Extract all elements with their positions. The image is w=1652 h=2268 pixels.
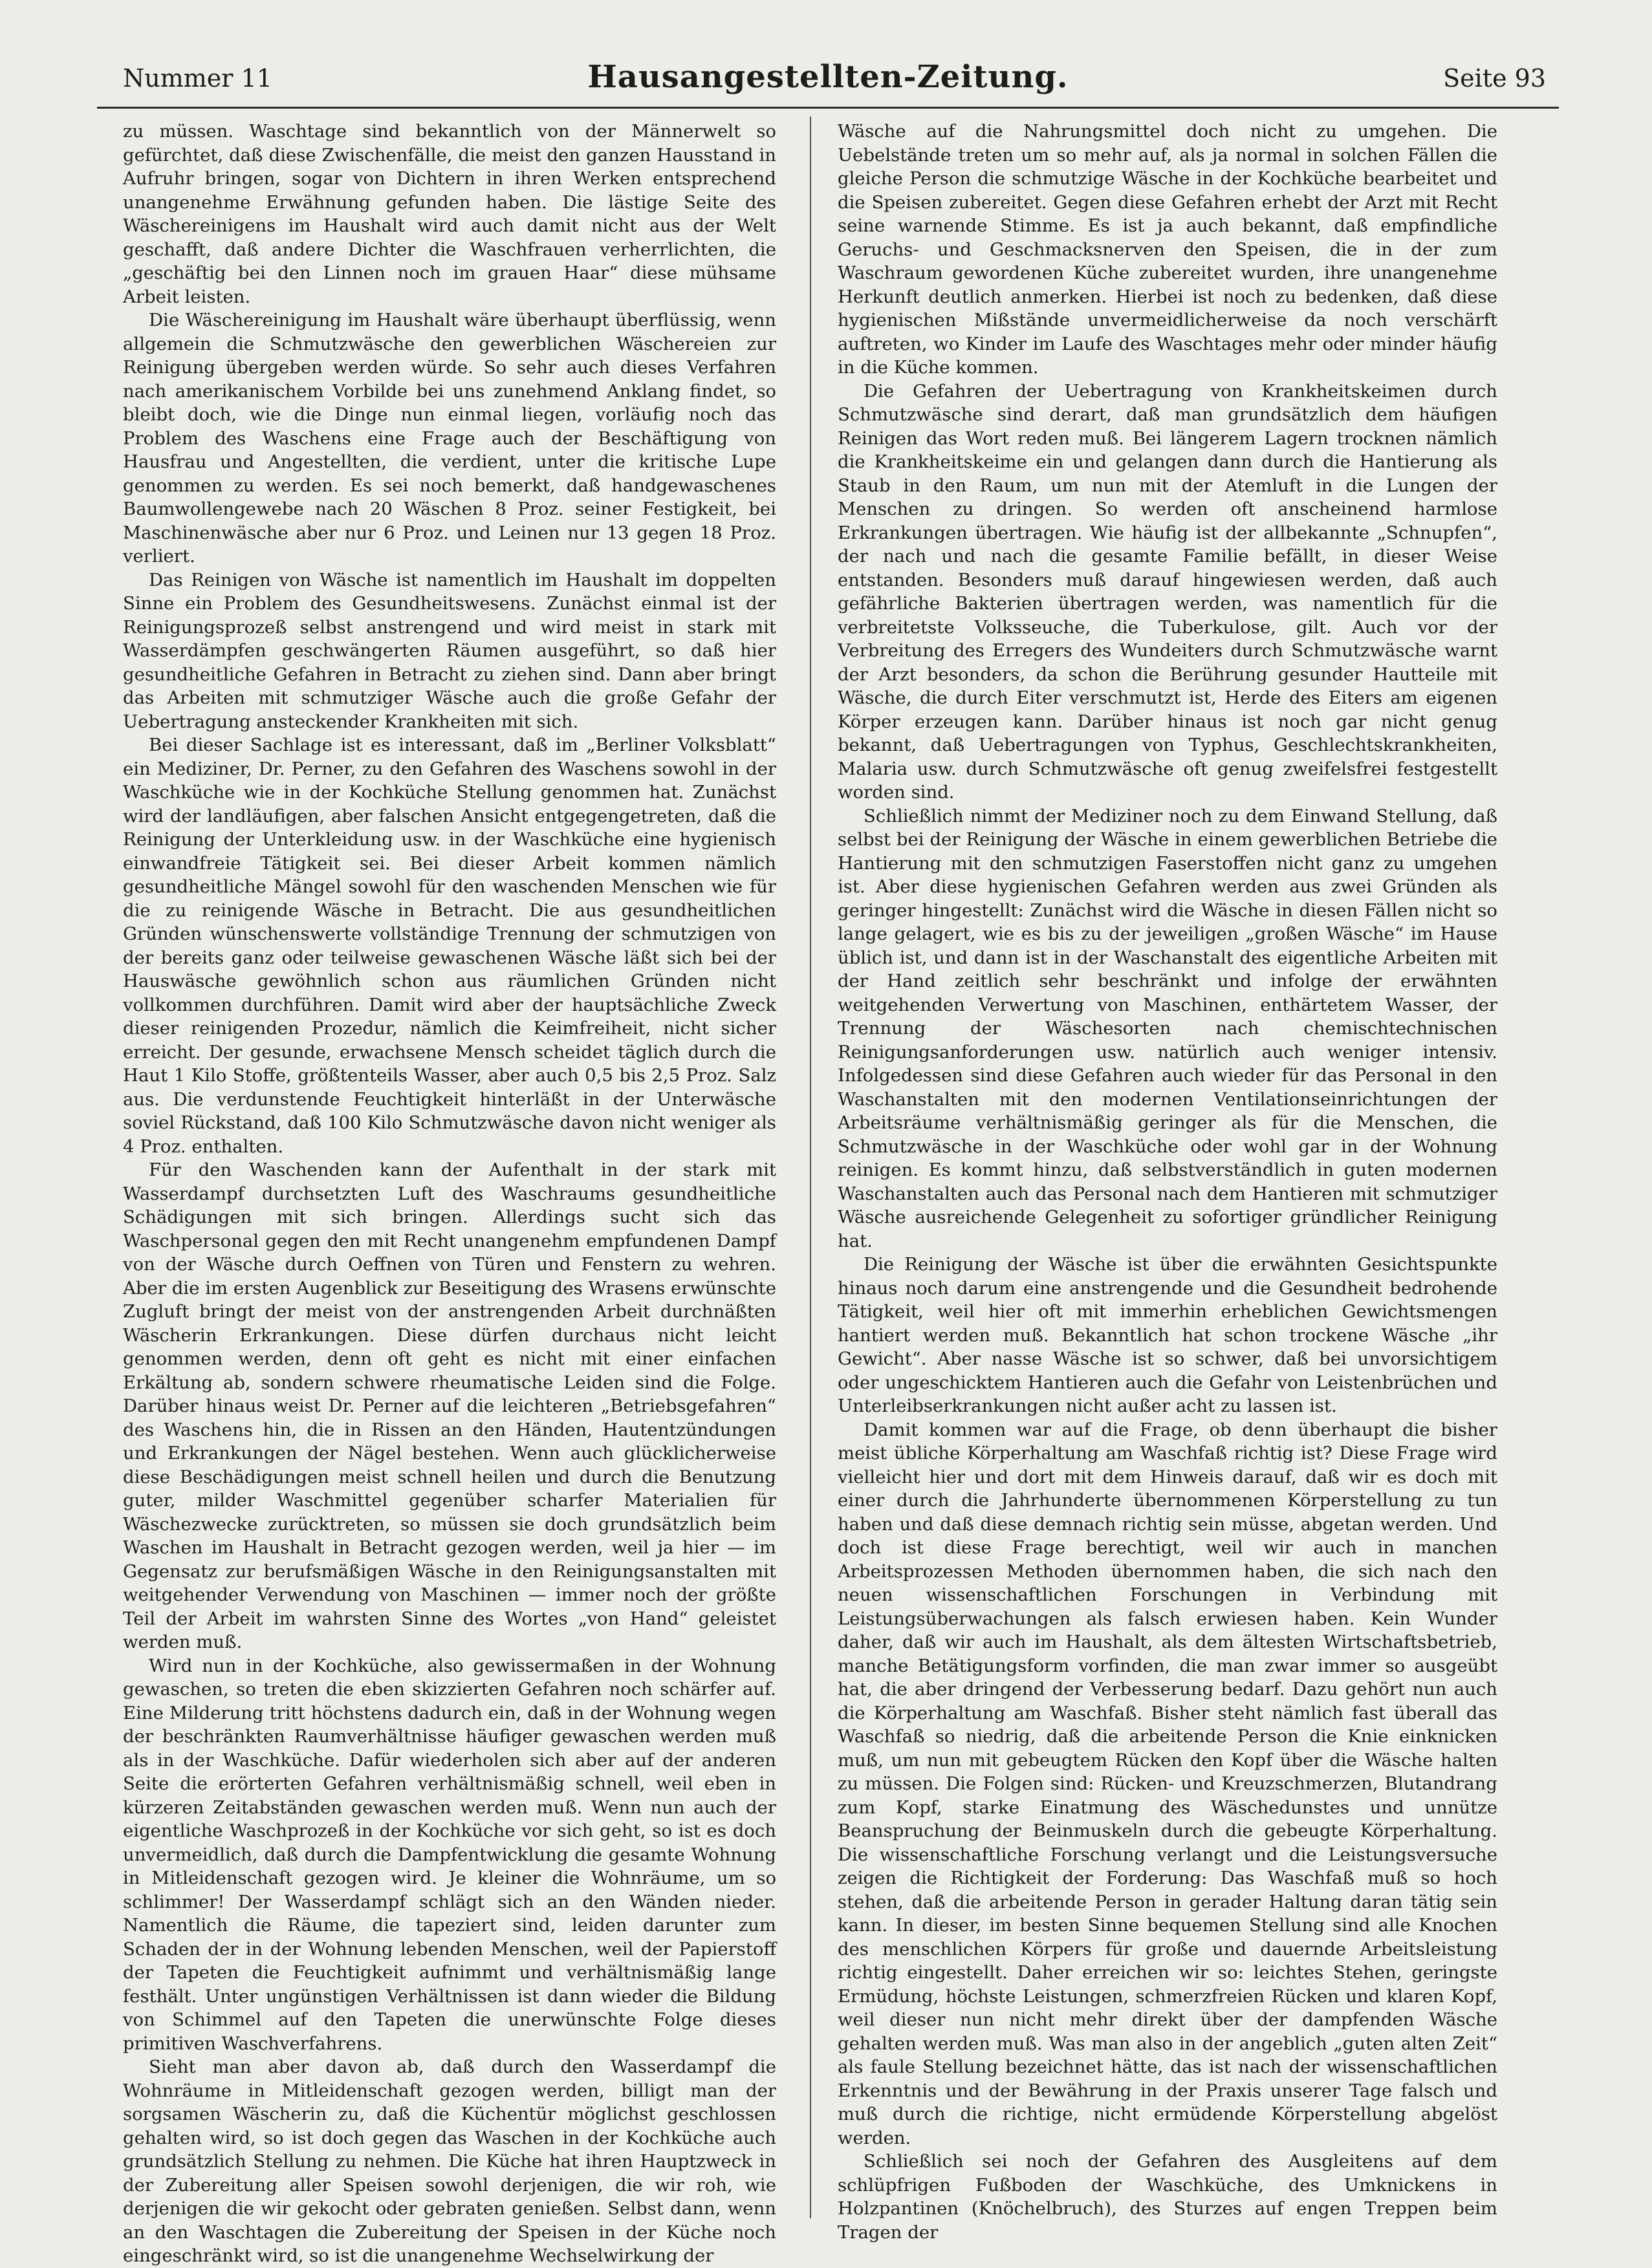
article-paragraph: Die Wäschereinigung im Haushalt wäre überhaupt überflüssig, wenn allgemein die Schmutzwäsche den gewerblichen Wäschereien zur Reinigung übergeben werden würde. So sehr auch dieses Verfahren nach amerikanischem Vorbilde bei uns zunehmend Anklang findet, so bleibt doch, wie die Dinge nun einmal liegen, vorläufig noch das Problem des Waschens eine Frage auch der Beschäftigung von Hausfrau und Angestellten, die verdient, unter die kritische Lupe genommen zu werden. Es sei noch bemerkt, daß handgewaschenes Baumwollengewebe nach 20 Wäschen 8 Proz. seiner Festigkeit, bei Maschinenwäsche aber nur 6 Proz. und Leinen nur 13 gegen 18 Proz. verliert. [123, 310, 776, 567]
article-paragraph: Das Reinigen von Wäsche ist namentlich im Haushalt im doppelten Sinne ein Problem des Gesundheitswesens. Zunächst einmal ist der Reinigungsprozeß selbst anstrengend und wird meist in stark mit Wasserdämpfen geschwängerten Räumen ausgeführt, so daß hier gesundheitliche Gefahren in Betracht zu ziehen sind. Dann aber bringt das Arbeiten mit schmutziger Wäsche auch die große Gefahr der Uebertragung ansteckender Krankheiten mit sich. [123, 569, 776, 732]
article-paragraph: Sieht man aber davon ab, daß durch den Wasserdampf die Wohnräume in Mitleidenschaft gezogen werden, billigt man der sorgsamen Wäscherin zu, daß die Küchentür möglichst geschlossen gehalten wird, so ist doch gegen das Waschen in der Kochküche auch grundsätzlich Stellung zu nehmen. Die Küche hat ihren Hauptzweck in der Zubereitung aller Speisen sowohl derjenigen, die wir roh, wie derjenigen die wir gekocht oder gebraten genießen. Selbst dann, wenn an den Waschtagen die Zubereitung der Speisen in der Küche noch eingeschränkt wird, so ist die unangenehme Wechselwirkung der [123, 2057, 776, 2266]
issue-number: Nummer 11 [123, 64, 272, 92]
article-paragraph: Die Reinigung der Wäsche ist über die erwähnten Gesichtspunkte hinaus noch darum eine anstrengende und die Gesundheit bedrohende Tätigkeit, weil hier oft mit immerhin erheblichen Gewichtsmengen hantiert werden muß. Bekanntlich hat schon trockene Wäsche „ihr Gewicht“. Aber nasse Wäsche ist so schwer, daß bei unvorsichtigem oder ungeschicktem Hantieren auch die Gefahr von Leistenbrüchen und Unterleibserkrankungen nicht außer acht zu lassen ist. [838, 1254, 1497, 1416]
article-paragraph: Wäsche auf die Nahrungsmittel doch nicht zu umgehen. Die Uebelstände treten um so mehr auf, als ja normal in solchen Fällen die gleiche Person die schmutzige Wäsche in der Kochküche bearbeitet und die Speisen zubereitet. Gegen diese Gefahren erhebt der Arzt mit Recht seine warnende Stimme. Es ist ja auch bekannt, daß empfindliche Geruchs- und Geschmacksnerven den Speisen, die in der zum Waschraum gewordenen Küche zubereitet wurden, ihre unangenehme Herkunft deutlich anmerken. Hierbei ist noch zu bedenken, daß diese hygienischen Mißstände unvermeidlicherweise da noch verschärft auftreten, wo Kinder im Laufe des Waschtages mehr oder minder häufig in die Küche kommen. [838, 121, 1497, 378]
page-number: Seite 93 [1443, 64, 1546, 92]
article-paragraph: Wird nun in der Kochküche, also gewissermaßen in der Wohnung gewaschen, so treten die eben skizzierten Gefahren noch schärfer auf. Eine Milderung tritt höchstens dadurch ein, daß in der Wohnung wegen der beschränkten Raumverhältnisse häufiger gewaschen werden muß als in der Waschküche. Dafür wiederholen sich aber auf der anderen Seite die erörterten Gefahren verhältnismäßig schnell, weil eben in kürzeren Zeitabständen gewaschen werden muß. Wenn nun auch der eigentliche Waschprozeß in der Kochküche vor sich geht, so ist es doch unvermeidlich, daß durch die Dampfentwicklung die gesamte Wohnung in Mitleidenschaft gezogen wird. Je kleiner die Wohnräume, um so schlimmer! Der Wasserdampf schlägt sich an den Wänden nieder. Namentlich die Räume, die tapeziert sind, leiden darunter zum Schaden der in der Wohnung lebenden Menschen, weil der Papierstoff der Tapeten die Feuchtigkeit aufnimmt und verhältnismäßig lange festhält. Unter ungünstigen Verhältnissen ist dann wieder die Bildung von Schimmel auf den Tapeten die unerwünschte Folge dieses primitiven Waschverfahrens. [123, 1655, 776, 2054]
article-paragraph: Schließlich sei noch der Gefahren des Ausgleitens auf dem schlüpfrigen Fußboden der Waschküche, des Umknickens in Holzpantinen (Knöchelbruch), des Sturzes auf engen Treppen beim Tragen der [838, 2151, 1497, 2243]
article-paragraph: Für den Waschenden kann der Aufenthalt in der stark mit Wasserdampf durchsetzten Luft des Waschraums gesundheitliche Schädigungen mit sich bringen. Allerdings sucht sich das Waschpersonal gegen den mit Recht unangenehm empfundenen Dampf von der Wäsche durch Oeffnen von Türen und Fenstern zu wehren. Aber die im ersten Augenblick zur Beseitigung des Wrasens erwünschte Zugluft bringt der meist von der anstrengenden Arbeit durchnäßten Wäscherin Erkrankungen. Diese dürfen durchaus nicht leicht genommen werden, denn oft geht es nicht mit einer einfachen Erkältung ab, sondern schwere rheumatische Leiden sind die Folge. Darüber hinaus weist Dr. Perner auf die leichteren „Betriebsgefahren“ des Waschens hin, die in Rissen an den Händen, Hautentzündungen und Erkrankungen der Nägel bestehen. Wenn auch glücklicherweise diese Beschädigungen meist schnell heilen und durch die Benutzung guter, milder Waschmittel gegenüber scharfer Materialien für Wäschezwecke zurücktreten, so müssen sie doch grundsätzlich beim Waschen im Haushalt in Betracht gezogen werden, weil ja hier — im Gegensatz zur berufsmäßigen Wäsche in den Reinigungsanstalten mit weitgehender Verwendung von Maschinen — immer noch der größte Teil der Arbeit im wahrsten Sinne des Wortes „von Hand“ geleistet werden muß. [123, 1160, 776, 1652]
right-column [838, 120, 1497, 2243]
article-paragraph: Bei dieser Sachlage ist es interessant, daß im „Berliner Volksblatt“ ein Mediziner, Dr. Perner, zu den Gefahren des Waschens sowohl in der Waschküche wie in der Kochküche Stellung genommen hat. Zunächst wird der landläufigen, aber falschen Ansicht entgegengetreten, daß die Reinigung der Unterkleidung usw. in der Waschküche eine hygienisch einwandfreie Tätigkeit sei. Bei dieser Arbeit kommen nämlich gesundheitliche Mängel sowohl für den waschenden Menschen wie für die zu reinigende Wäsche in Betracht. Die aus gesundheitlichen Gründen wünschenswerte vollständige Trennung der schmutzigen von der bereits ganz oder teilweise gewaschenen Wäsche läßt sich bei der Hauswäsche gewöhnlich schon aus räumlichen Gründen nicht vollkommen durchführen. Damit wird aber der hauptsächliche Zweck dieser reinigenden Prozedur, nämlich die Keimfreiheit, nicht sicher erreicht. Der gesunde, erwachsene Mensch scheidet täglich durch die Haut 1 Kilo Stoffe, größtenteils Wasser, aber auch 0,5 bis 2,5 Proz. Salz aus. Die verdunstende Feuchtigkeit hinterläßt in der Unterwäsche soviel Rückstand, daß 100 Kilo Schmutzwäsche davon nicht weniger als 4 Proz. enthalten. [123, 735, 776, 1157]
article-paragraph: Damit kommen war auf die Frage, ob denn überhaupt die bisher meist übliche Körperhaltung am Waschfaß richtig ist? Diese Frage wird vielleicht hier und dort mit dem Hinweis darauf, daß wir es doch mit einer durch die Jahrhunderte übernommenen Körperstellung zu tun haben und daß diese demnach richtig sein müsse, abgetan werden. Und doch ist diese Frage berechtigt, weil wir auch in manchen Arbeitsprozessen Methoden übernommen haben, die sich nach den neuen wissenschaftlichen Forschungen in Verbindung mit Leistungsüberwachungen als falsch erwiesen haben. Kein Wunder daher, daß wir auch im Haushalt, als dem ältesten Wirtschaftsbetrieb, manche Betätigungsform vorfinden, die man zwar immer so ausgeübt hat, die aber dringend der Verbesserung bedarf. Dazu gehört nun auch die Körperhaltung am Waschfaß. Bisher steht nämlich fast überall das Waschfaß so niedrig, daß die arbeitende Person die Knie einknicken muß, um nun mit gebeugtem Rücken den Kopf über die Wäsche halten zu müssen. Die Folgen sind: Rücken- und Kreuzschmerzen, Blutandrang zum Kopf, starke Einatmung des Wäschedunstes und unnütze Beanspruchung der Beinmuskeln durch die gebeugte Körperhaltung. Die wissenschaftliche Forschung verlangt und die Leistungsversuche zeigen die Richtigkeit der Forderung: Das Waschfaß muß so hoch stehen, daß die arbeitende Person in gerader Haltung daran tätig sein kann. In dieser, im besten Sinne bequemen Stellung sind alle Knochen des menschlichen Körpers für große und dauernde Arbeitsleistung richtig eingestellt. Daher erreichen wir so: leichtes Stehen, geringste Ermüdung, höchste Leistungen, schmerzfreien Rücken und klaren Kopf, weil dieser nun nicht mehr direkt über der dampfenden Wäsche gehalten werden muß. Was man also in der angeblich „guten alten Zeit“ als faule Stellung bezeichnet hätte, das ist nach der wissenschaftlichen Erkenntnis und der Bewährung in der Praxis unserer Tage falsch und muß durch die richtige, nicht ermüdende Körperstellung abgelöst werden. [838, 1419, 1497, 2148]
left-column [123, 120, 776, 2266]
article-paragraph: Schließlich nimmt der Mediziner noch zu dem Einwand Stellung, daß selbst bei der Reinigung der Wäsche in einem gewerblichen Betriebe die Hantierung mit den schmutzigen Faserstoffen nicht ganz zu umgehen ist. Aber diese hygienischen Gefahren werden aus zwei Gründen als geringer hingestellt: Zunächst wird die Wäsche in diesen Fällen nicht so lange gelagert, wie es bis zu der jeweiligen „großen Wäsche“ im Hause üblich ist, und dann ist in der Waschanstalt des eigentliche Arbeiten mit der Hand zeitlich sehr beschränkt und infolge der erwähnten weitgehenden Verwertung von Maschinen, enthärtetem Wasser, der Trennung der Wäschesorten nach chemischtechnischen Reinigungsanforderungen usw. natürlich auch weniger intensiv. Infolgedessen sind diese Gefahren auch wieder für das Personal in den Waschanstalten mit den modernen Ventilationseinrichtungen der Arbeitsräume verhältnismäßig geringer als für die Menschen, die Schmutzwäsche in der Waschküche oder wohl gar in der Wohnung reinigen. Es kommt hinzu, daß selbstverständlich in guten modernen Waschanstalten auch das Personal nach dem Hantieren mit schmutziger Wäsche ausreichende Gelegenheit zu sofortiger gründlicher Reinigung hat. [838, 805, 1497, 1251]
column-divider [810, 116, 811, 2218]
article-paragraph: Die Gefahren der Uebertragung von Krankheitskeimen durch Schmutzwäsche sind derart, daß man grundsätzlich dem häufigen Reinigen das Wort reden muß. Bei längerem Lagern trocknen nämlich die Krankheitskeime ein und gelangen dann durch die Hantierung als Staub in den Raum, um nun mit der Atemluft in die Lungen der Menschen zu dringen. So werden oft anscheinend harmlose Erkrankungen übertragen. Wie häufig ist der allbekannte „Schnupfen“, der nach und nach die gesamte Familie befällt, in dieser Weise entstanden. Besonders muß darauf hingewiesen werden, daß auch gefährliche Bakterien übertragen werden, was namentlich für die verbreitetste Volksseuche, die Tuberkulose, gilt. Auch vor der Verbreitung des Erregers des Wundeiters durch Schmutzwäsche warnt der Arzt besonders, da schon die Berührung gesunder Hautteile mit Wäsche, die durch Eiter verschmutzt ist, Herde des Eiters am eigenen Körper erzeugen kann. Darüber hinaus ist noch gar nicht genug bekannt, daß Uebertragungen von Typhus, Geschlechtskrankheiten, Malaria usw. durch Schmutzwäsche oft genug zweifelsfrei festgestellt worden sind. [838, 380, 1497, 803]
newspaper-title: Hausangestellten-Zeitung. [587, 59, 1069, 95]
article-paragraph: zu müssen. Waschtage sind bekanntlich von der Männerwelt so gefürchtet, daß diese Zwischenfälle, die meist den ganzen Hausstand in Aufruhr bringen, sogar von Dichtern in ihren Werken entsprechend unangenehme Erwähnung gefunden haben. Die lästige Seite des Wäschereinigens im Haushalt wird auch damit nicht aus der Welt geschafft, daß andere Dichter die Waschfrauen verherrlichten, die „geschäftig bei den Linnen noch im grauen Haar“ diese mühsame Arbeit leisten. [123, 121, 776, 307]
page-header [97, 55, 1559, 109]
